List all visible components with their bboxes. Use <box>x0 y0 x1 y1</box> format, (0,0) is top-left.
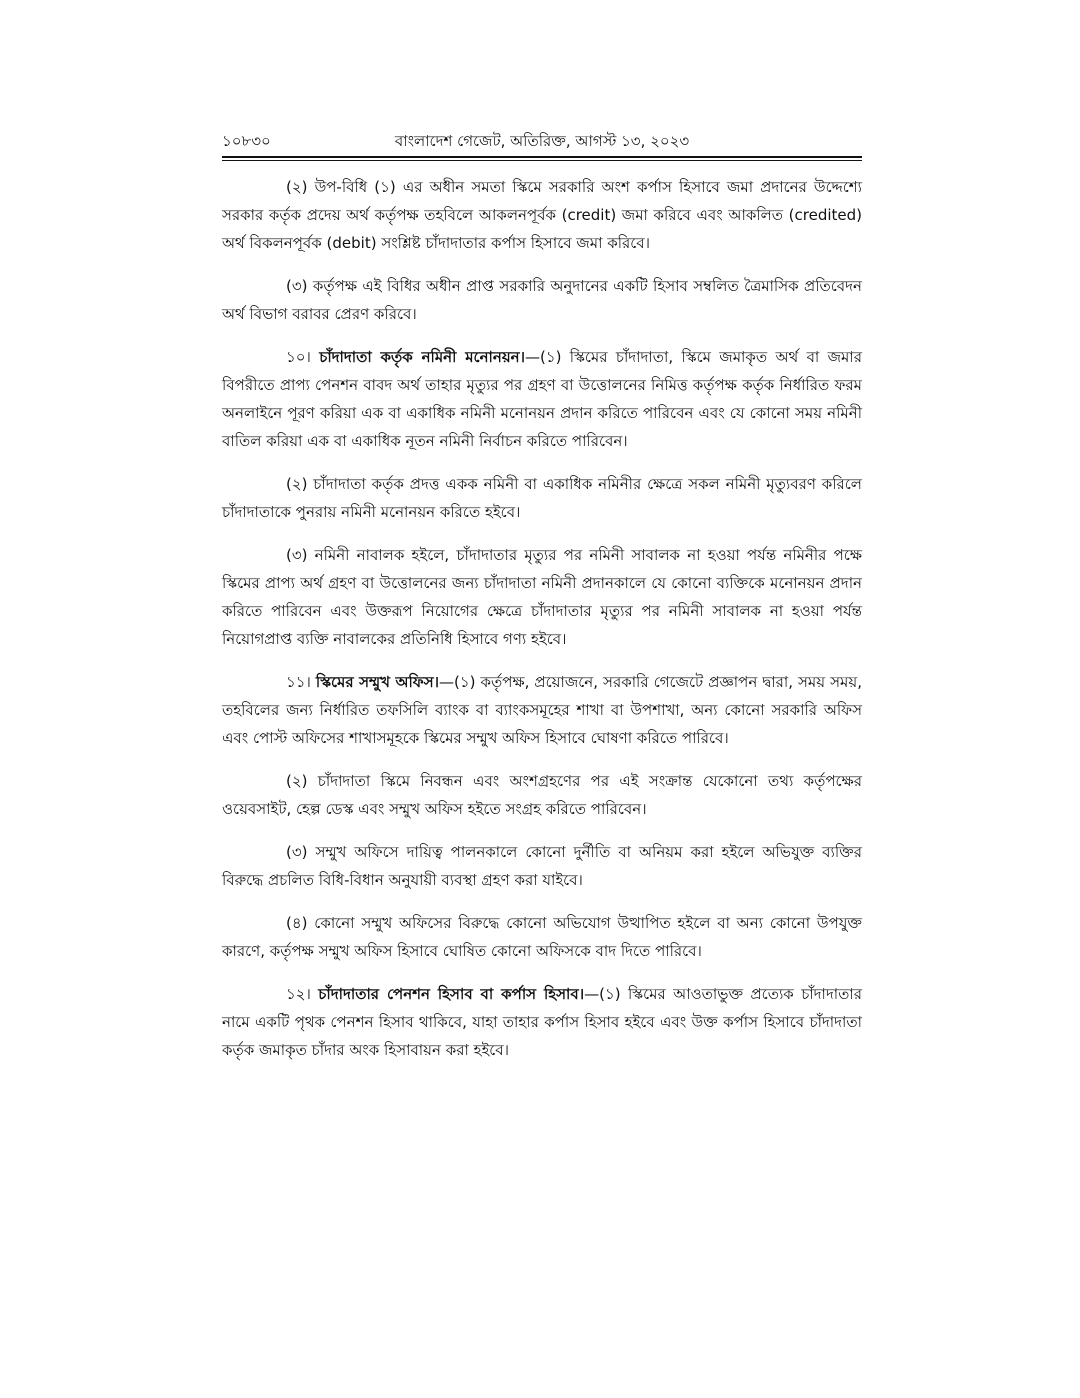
paragraph-text: —(১) কর্তৃপক্ষ, প্রয়োজনে, সরকারি গেজেটে প্রজ্ঞাপন দ্বারা, সময় সময়, তহবিলের জন্য নির্ধারিত তফসিলি ব্যাংক বা ব্যাংকসমূহের শাখা বা উপশাখা, অন্য কোনো সরকারি অফিস এবং পোস্ট অফিসের শাখাসমূহকে স্কিমের সম্মুখ অফিস হিসাবে ঘোষণা করিতে পারিবে। <box>222 673 862 747</box>
section-heading: স্কিমের সম্মুখ অফিস। <box>315 673 440 691</box>
paragraph-text: (৩) নমিনী নাবালক হইলে, চাঁদাদাতার মৃত্যুর পর নমিনী সাবালক না হওয়া পর্যন্ত নমিনীর পক্ষে স্কিমের প্রাপ্য অর্থ গ্রহণ বা উত্তোলনের জন্য চাঁদাদাতা নমিনী প্রদানকালে যে কোনো ব্যক্তিকে মনোনয়ন প্রদান করিতে পারিবেন এবং উক্তরূপ নিয়োগের ক্ষেত্রে চাঁদাদাতার মৃত্যুর পর নমিনী সাবালক না হওয়া পর্যন্ত নিয়োগপ্রাপ্ত ব্যক্তি নাবালকের প্রতিনিধি হিসাবে গণ্য হইবে। <box>222 546 862 648</box>
paragraph-11-2 <box>222 767 862 823</box>
header-rule-thin <box>222 160 862 161</box>
paragraph-text: —(১) স্কিমের চাঁদাদাতা, স্কিমে জমাকৃত অর্থ বা জমার বিপরীতে প্রাপ্য পেনশন বাবদ অর্থ তাহার মৃত্যুর পর গ্রহণ বা উত্তোলনের নিমিত্ত কর্তৃপক্ষ কর্তৃক নির্ধারিত ফরম অনলাইনে পূরণ করিয়া এক বা একাধিক নমিনী মনোনয়ন প্রদান করিতে পারিবেন এবং যে কোনো সময় নমিনী বাতিল করিয়া এক বা একাধিক নূতন নমিনী নির্বাচন করিতে পারিবেন। <box>222 348 862 450</box>
paragraph-2-2 <box>222 173 862 257</box>
section-heading: চাঁদাদাতার পেনশন হিসাব বা কর্পাস হিসাব। <box>318 985 585 1003</box>
paragraph-text: (২) উপ-বিধি (১) এর অধীন সমতা স্কিমে সরকারি অংশ কর্পাস হিসাবে জমা প্রদানের উদ্দেশ্যে সরকার কর্তৃক প্রদেয় অর্থ কর্তৃপক্ষ তহবিলে আকলনপূর্বক (credit) জমা করিবে এবং আকলিত (credited) অর্থ বিকলনপূর্বক (debit) সংশ্লিষ্ট চাঁদাদাতার কর্পাস হিসাবে জমা করিবে। <box>222 178 862 252</box>
paragraph-text: (৩) কর্তৃপক্ষ এই বিধির অধীন প্রাপ্ত সরকারি অনুদানের একটি হিসাব সম্বলিত ত্রৈমাসিক প্রতিবেদন অর্থ বিভাগ বরাবর প্রেরণ করিবে। <box>222 277 862 323</box>
paragraph-text: (২) চাঁদাদাতা কর্তৃক প্রদত্ত একক নমিনী বা একাধিক নমিনীর ক্ষেত্রে সকল নমিনী মৃত্যুবরণ করিলে চাঁদাদাতাকে পুনরায় নমিনী মনোনয়ন করিতে হইবে। <box>222 475 862 521</box>
section-number: ১০। <box>286 348 311 366</box>
paragraph-text: —(১) স্কিমের আওতাভুক্ত প্রত্যেক চাঁদাদাতার নামে একটি পৃথক পেনশন হিসাব থাকিবে, যাহা তাহার কর্পাস হিসাব হইবে এবং উক্ত কর্পাস হিসাবে চাঁদাদাতা কর্তৃক জমাকৃত চাঁদার অংক হিসাবায়ন করা হইবে। <box>222 985 862 1059</box>
section-10-paragraph <box>222 343 862 455</box>
section-number: ১২। <box>286 985 311 1003</box>
section-heading: চাঁদাদাতা কর্তৃক নমিনী মনোনয়ন। <box>319 348 525 366</box>
document-body <box>222 173 862 1079</box>
paragraph-10-2 <box>222 470 862 526</box>
paragraph-2-3 <box>222 272 862 328</box>
paragraph-11-3 <box>222 838 862 894</box>
gazette-title: বাংলাদেশ গেজেট, অতিরিক্ত, আগস্ট ১৩, ২০২৩ <box>394 132 690 150</box>
header-rule-thick <box>222 156 862 158</box>
paragraph-10-3 <box>222 541 862 653</box>
section-number: ১১। <box>286 673 311 691</box>
section-11-paragraph <box>222 668 862 752</box>
section-12-paragraph <box>222 980 862 1064</box>
paragraph-text: (২) চাঁদাদাতা স্কিমে নিবন্ধন এবং অংশগ্রহণের পর এই সংক্রান্ত যেকোনো তথ্য কর্তৃপক্ষের ওয়েবসাইট, হেল্প ডেস্ক এবং সম্মুখ অফিস হইতে সংগ্রহ করিতে পারিবেন। <box>222 772 862 818</box>
page-header <box>222 130 862 154</box>
paragraph-text: (৪) কোনো সম্মুখ অফিসের বিরুদ্ধে কোনো অভিযোগ উত্থাপিত হইলে বা অন্য কোনো উপযুক্ত কারণে, কর্তৃপক্ষ সম্মুখ অফিস হিসাবে ঘোষিত কোনো অফিসকে বাদ দিতে পারিবে। <box>222 914 862 960</box>
paragraph-text: (৩) সম্মুখ অফিসে দায়িত্ব পালনকালে কোনো দুর্নীতি বা অনিয়ম করা হইলে অভিযুক্ত ব্যক্তির বিরুদ্ধে প্রচলিত বিধি-বিধান অনুযায়ী ব্যবস্থা গ্রহণ করা যাইবে। <box>222 843 862 889</box>
page-number: ১০৮৩০ <box>222 132 271 150</box>
paragraph-11-4 <box>222 909 862 965</box>
